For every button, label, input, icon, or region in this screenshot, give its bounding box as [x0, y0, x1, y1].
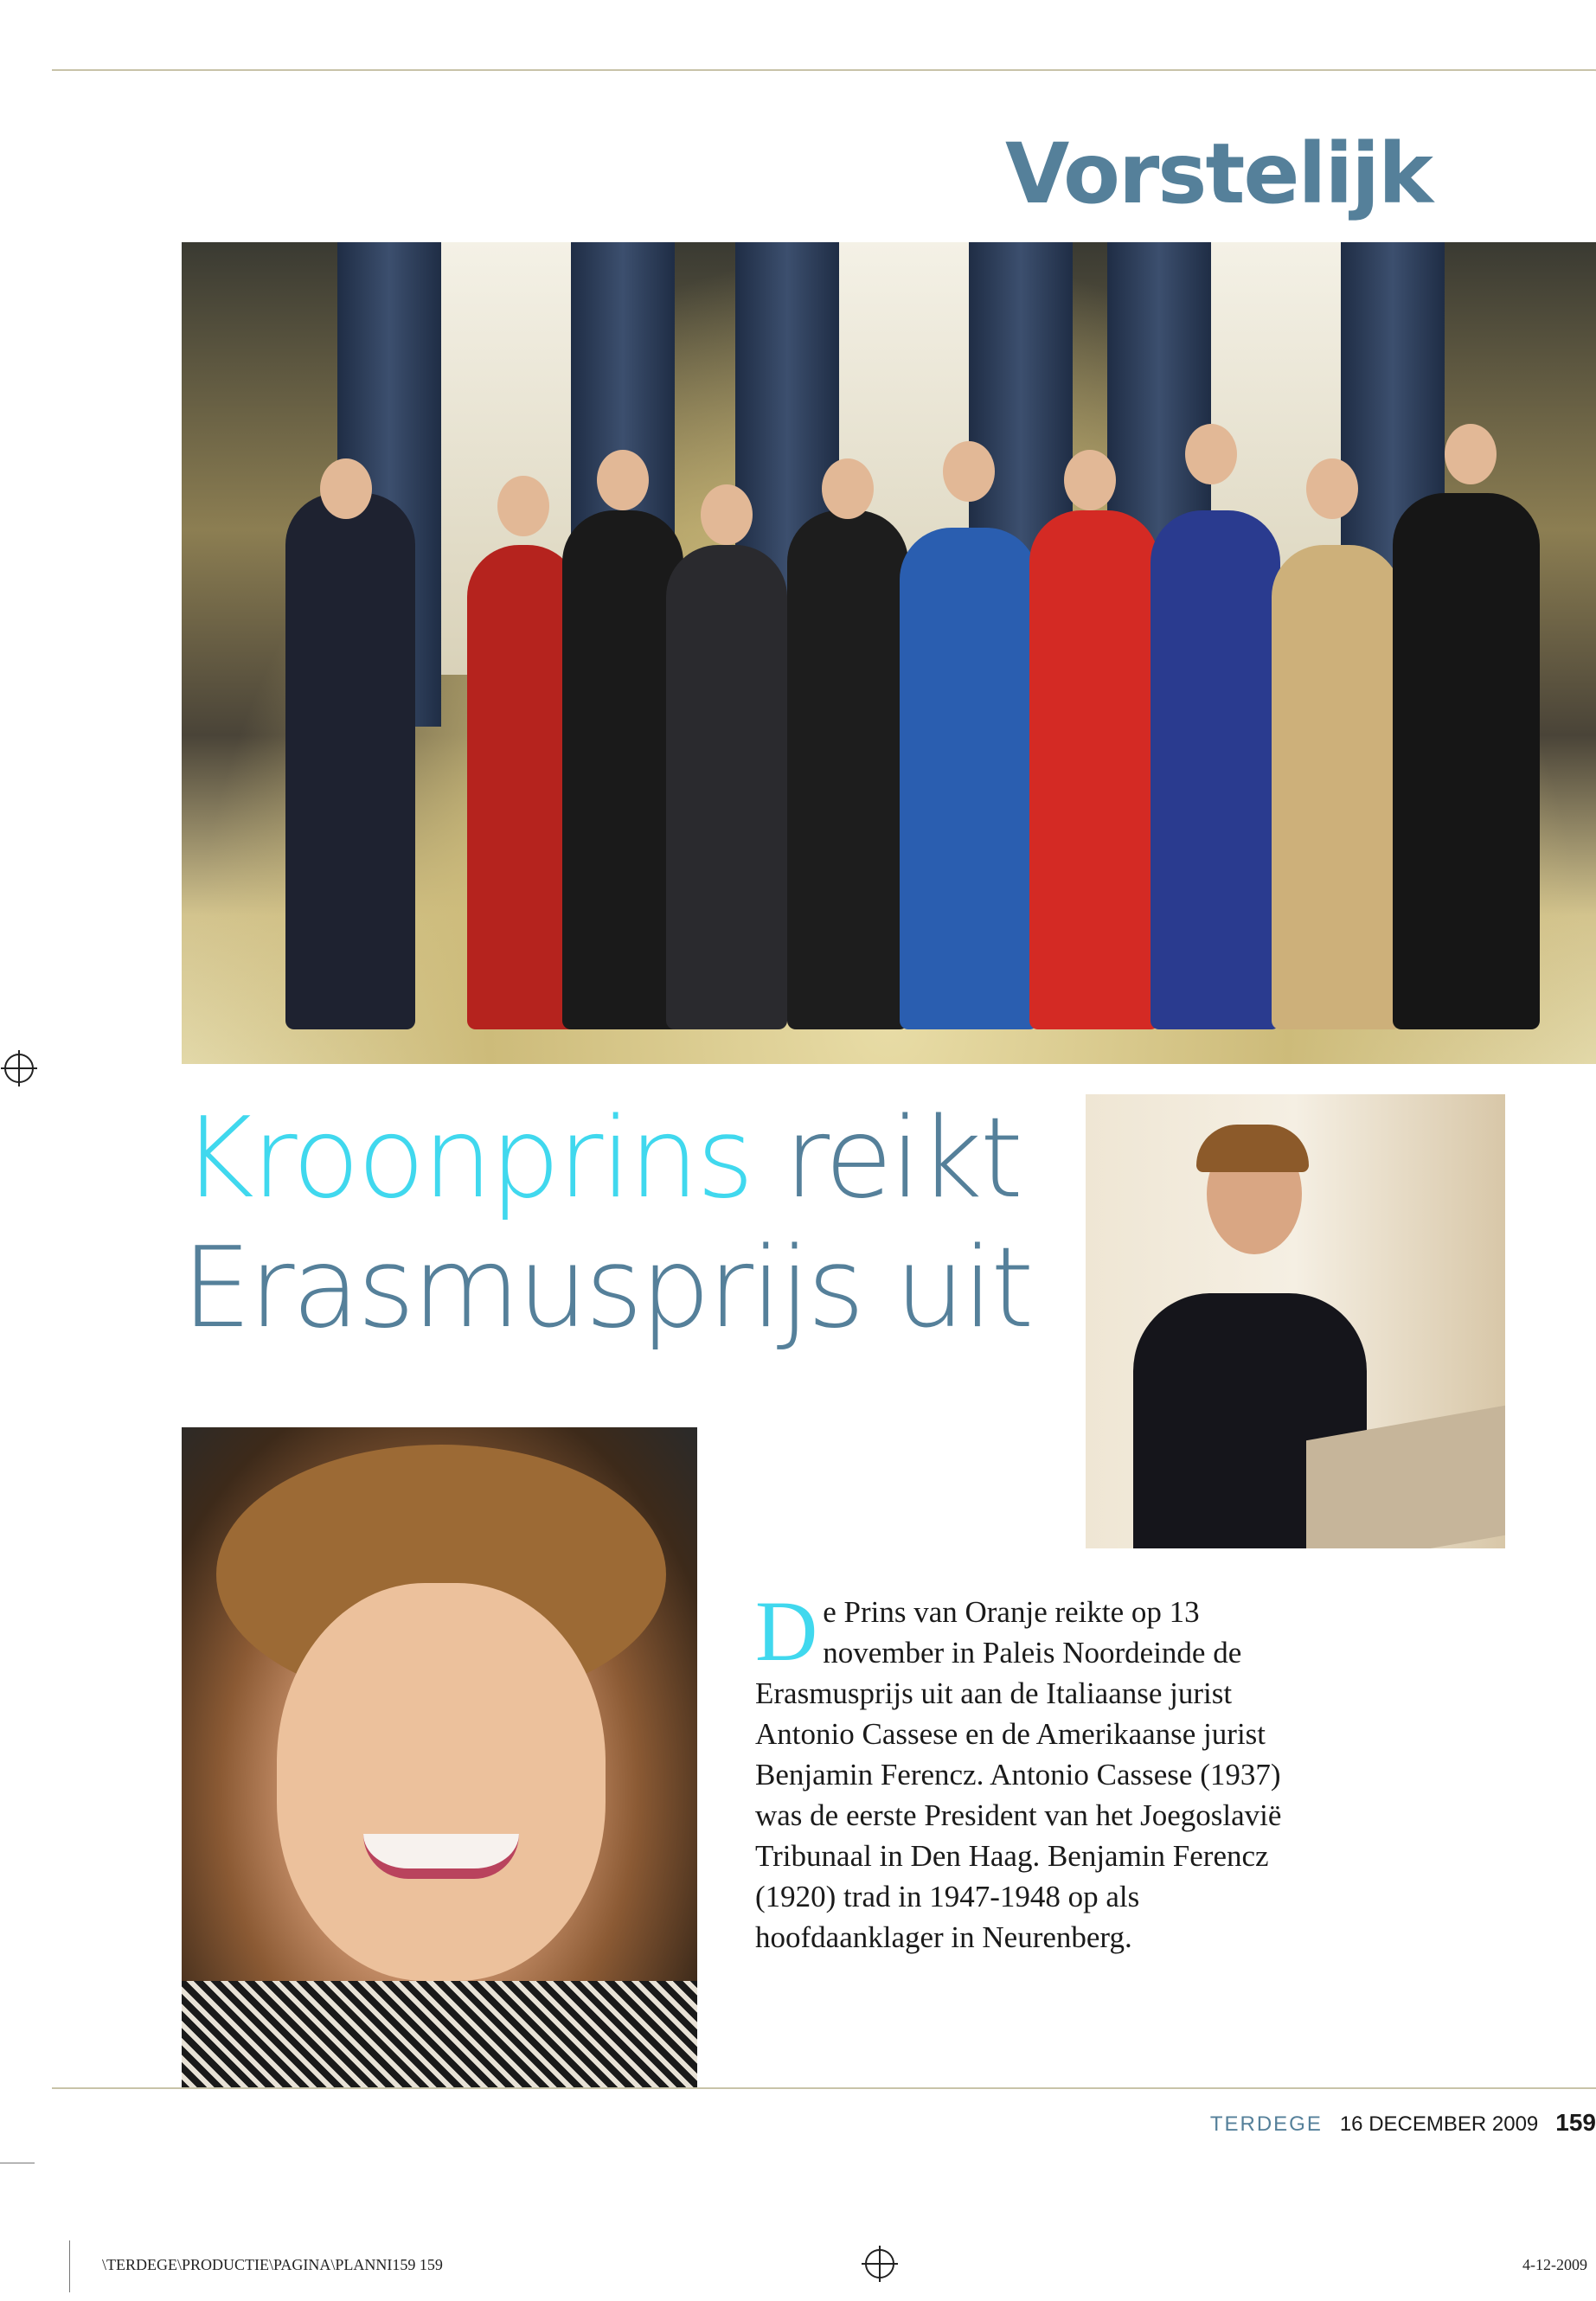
group-photo — [182, 242, 1596, 1064]
footer-page-number: 159 — [1555, 2109, 1596, 2136]
headline-line2: Erasmusprijs uit — [182, 1224, 1032, 1353]
headline-line1-rest: reikt — [751, 1094, 1021, 1223]
princess-photo — [182, 1427, 697, 2089]
registration-mark-icon — [865, 2249, 894, 2279]
footer-date: 16 DECEMBER 2009 — [1339, 2112, 1539, 2136]
registration-mark-icon — [4, 1054, 34, 1083]
section-title: Vorstelijk — [1004, 125, 1432, 222]
article-body — [755, 1583, 1309, 1958]
headline — [182, 1094, 1073, 1354]
slug-path: \TERDEGE\PRODUCTIE\PAGINA\PLANNI159 159 — [102, 2256, 443, 2273]
crop-mark — [69, 2240, 70, 2292]
article-text: e Prins van Oranje reikte op 13 november in Paleis Noordeinde de Erasmusprijs uit aan de Italiaanse jurist Antonio Cassese en de Amerikaanse jurist Benjamin Ferencz. Antonio Cassese (1937) was de eerste President van het Joegoslavië Tribunaal in Den Haag. Benjamin Ferencz (1920) trad in 1947-1948 op als hoofdaanklager in Neurenberg. — [755, 1595, 1282, 1954]
dropcap: D — [755, 1583, 818, 1679]
footer — [1210, 2109, 1596, 2137]
prince-photo — [1086, 1094, 1505, 1548]
top-rule — [52, 69, 1596, 123]
bottom-rule — [52, 2087, 1596, 2089]
slug-date: 4-12-2009 — [1522, 2256, 1587, 2273]
footer-magazine: TERDEGE — [1209, 2112, 1323, 2136]
headline-accent: Kroonprins — [182, 1094, 752, 1223]
